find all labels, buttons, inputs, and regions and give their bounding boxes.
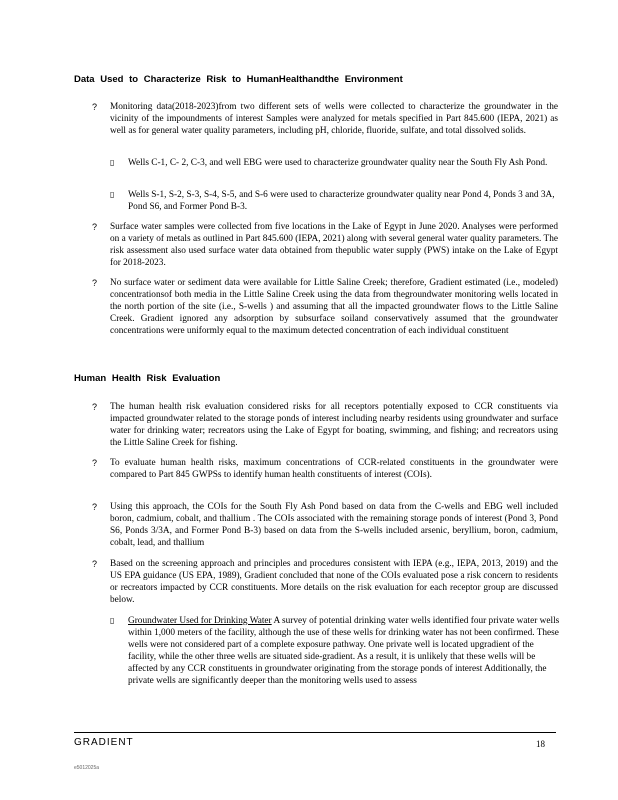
bullet-marker: ? xyxy=(92,458,98,468)
page-number: 18 xyxy=(536,739,545,749)
subparagraph-drinking-water xyxy=(128,615,560,687)
bullet-marker: ? xyxy=(92,402,98,412)
section-heading-data-used: Data Used to Characterize Risk to HumanHealthandthe Environment xyxy=(74,74,403,85)
paragraph-surface-water: Surface water samples were collected from five locations in the Lake of Egypt in June 2020. Analyses were performed on a variety of metals as outlined in Part 845.600 (IEPA, 2021) along with several general water quality parameters. The risk assessment also used surface water data obtained from thepublic water supply (PWS) intake on the Lake of Egypt for 2018-2023. xyxy=(110,222,558,268)
document-id: e5012025a xyxy=(74,765,100,771)
gradient-logo: GRADIENT xyxy=(74,737,134,748)
drinking-water-body: A survey of potential drinking water wells identified four private water wells within 1,000 meters of the facility, although the use of these wells for drinking water has not been confirmed. These wells were not considered part of a complete exposure pathway. One private well is located upgradient of the facility, while the other three wells are situated side-gradient. As a result, it is unlikely that these wells will be affected by any CCR constituents in groundwater originating from the storage ponds of interest Additionally, the private wells are significantly deeper than the monitoring wells used to assess xyxy=(128,616,560,686)
bullet-marker: ? xyxy=(92,502,98,512)
section-heading-human-health: Human Health Risk Evaluation xyxy=(74,373,221,384)
paragraph-monitoring-data: Monitoring data(2018-2023)from two different sets of wells were collected to characterize the groundwater in the vicinity of the impoundments of interest Samples were analyzed for metals specified in Part 845.600 (IEPA, 2021) as well as for general water quality parameters, including pH, chloride, fluoride, sulfate, and total dissolved solids. xyxy=(110,102,558,136)
sub-bullet-marker: ▯ xyxy=(110,190,115,199)
bullet-marker: ? xyxy=(92,278,98,288)
sub-bullet-marker: ▯ xyxy=(110,616,115,625)
paragraph-receptors: The human health risk evaluation considered risks for all receptors potentially exposed to CCR constituents via impacted groundwater related to the storage ponds of interest including nearby residents using groundwater and surface water for drinking water; recreators using the Lake of Egypt for boating, swimming, and fishing; and recreators using the Little Saline Creek for fishing. xyxy=(110,402,558,448)
drinking-water-title: Groundwater Used for Drinking Water xyxy=(128,616,272,626)
sub-bullet-marker: ▯ xyxy=(110,158,115,167)
footer-rule xyxy=(74,732,556,733)
paragraph-cois: Using this approach, the COIs for the South Fly Ash Pond based on data from the C-wells and EBG well included boron, cadmium, cobalt, and thallium . The COIs associated with the remaining storage ponds of interest (Pond 3, Pond S6, Ponds 3/3A, and Former Pond B-3) based on data from the S-wells included arsenic, beryllium, boron, cadmium, cobalt, lead, and thallium xyxy=(110,502,558,548)
paragraph-screening-approach: Based on the screening approach and principles and procedures consistent with IEPA (e.g., IEPA, 2013, 2019) and the US EPA guidance (US EPA, 1989), Gradient concluded that none of the COIs evaluated pose a risk concern to residents or recreators impacted by CCR constituents. More details on the risk evaluation for each receptor group are discussed below. xyxy=(110,559,558,605)
paragraph-little-saline-creek: No surface water or sediment data were available for Little Saline Creek; therefore, Gradient estimated (i.e., modeled) concentrationsof both media in the Little Saline Creek using the data from thegroundwater monitoring wells located in the north portion of the site (i.e., S-wells ) and assuming that all the impacted groundwater flows to the Little Saline Creek. Gradient ignored any adsorption by subsurface soiland conservatively assumed that the groundwater concentrations were uniformly equal to the maximum detected concentration of each individual constituent xyxy=(110,278,558,336)
subparagraph-wells-s: Wells S-1, S-2, S-3, S-4, S-5, and S-6 were used to characterize groundwater quality near Pond 4, Ponds 3 and 3A, Pond S6, and Former Pond B-3. xyxy=(128,190,555,212)
subparagraph-wells-c: Wells C-1, C- 2, C-3, and well EBG were used to characterize groundwater quality near the South Fly Ash Pond. xyxy=(128,158,548,168)
paragraph-max-concentrations: To evaluate human health risks, maximum concentrations of CCR-related constituents in the groundwater were compared to Part 845 GWPSs to identify human health constituents of interest (COIs). xyxy=(110,458,558,480)
bullet-marker: ? xyxy=(92,102,98,112)
bullet-marker: ? xyxy=(92,222,98,232)
bullet-marker: ? xyxy=(92,559,98,569)
